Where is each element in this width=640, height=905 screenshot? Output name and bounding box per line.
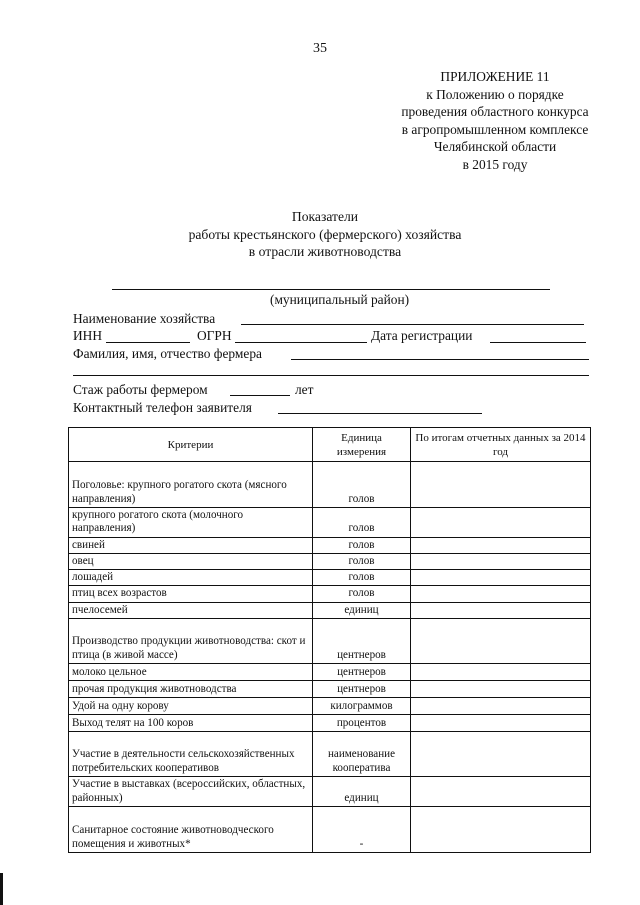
inn-field[interactable] bbox=[106, 342, 190, 343]
appendix-header bbox=[355, 68, 635, 174]
unit-cell: центнеров bbox=[313, 681, 411, 698]
result-cell[interactable] bbox=[411, 462, 591, 508]
result-cell[interactable] bbox=[411, 777, 591, 807]
criterion-cell: Удой на одну корову bbox=[69, 698, 313, 715]
registration-date-field[interactable] bbox=[490, 342, 586, 343]
unit-cell: процентов bbox=[313, 715, 411, 732]
table-row bbox=[69, 681, 591, 698]
result-cell[interactable] bbox=[411, 619, 591, 664]
appendix-line: проведения областного конкурса bbox=[401, 104, 589, 120]
unit-cell: голов bbox=[313, 553, 411, 569]
table-header-row bbox=[69, 428, 591, 462]
unit-cell: голов bbox=[313, 508, 411, 538]
experience-unit: лет bbox=[295, 382, 314, 397]
title-line: в отрасли животноводства bbox=[248, 244, 402, 260]
criterion-cell: птиц всех возрастов bbox=[69, 586, 313, 602]
unit-cell: килограммов bbox=[313, 698, 411, 715]
appendix-line: Челябинской области bbox=[433, 139, 557, 155]
result-cell[interactable] bbox=[411, 586, 591, 602]
page-number: 35 bbox=[313, 41, 327, 56]
unit-cell: наименование кооператива bbox=[313, 732, 411, 777]
result-cell[interactable] bbox=[411, 553, 591, 569]
result-cell[interactable] bbox=[411, 664, 591, 681]
inn-label: ИНН bbox=[73, 328, 103, 343]
unit-cell: голов bbox=[313, 586, 411, 602]
appendix-line: к Положению о порядке bbox=[426, 86, 564, 102]
results-header: По итогам отчетных данных за 2014 год bbox=[411, 428, 591, 462]
district-field-line[interactable] bbox=[112, 289, 550, 290]
experience-field[interactable] bbox=[230, 395, 290, 396]
table-row bbox=[69, 602, 591, 618]
registration-date-label: Дата регистрации bbox=[371, 328, 473, 343]
phone-label: Контактный телефон заявителя bbox=[73, 400, 252, 415]
criterion-cell: Санитарное состояние животноводческого помещения и животных* bbox=[69, 807, 313, 853]
appendix-line: в 2015 году bbox=[462, 156, 528, 172]
farmer-name-field[interactable] bbox=[291, 359, 589, 360]
scan-edge-mark bbox=[0, 873, 3, 905]
result-cell[interactable] bbox=[411, 602, 591, 618]
criterion-cell: Выход телят на 100 коров bbox=[69, 715, 313, 732]
district-caption: (муниципальный район) bbox=[270, 292, 410, 307]
criterion-cell: овец bbox=[69, 553, 313, 569]
title-line: работы крестьянского (фермерского) хозяйства bbox=[188, 226, 462, 242]
table-row bbox=[69, 664, 591, 681]
criterion-cell: лошадей bbox=[69, 570, 313, 586]
result-cell[interactable] bbox=[411, 681, 591, 698]
table-row bbox=[69, 777, 591, 807]
table-row bbox=[69, 570, 591, 586]
criteria-header: Критерии bbox=[69, 428, 313, 462]
table-row bbox=[69, 732, 591, 777]
result-cell[interactable] bbox=[411, 698, 591, 715]
ogrn-label: ОГРН bbox=[197, 328, 232, 343]
table-row bbox=[69, 619, 591, 664]
appendix-line: в агропромышленном комплексе bbox=[401, 121, 589, 137]
farm-name-label: Наименование хозяйства bbox=[73, 311, 216, 326]
result-cell[interactable] bbox=[411, 732, 591, 777]
table-row bbox=[69, 715, 591, 732]
criterion-cell: молоко цельное bbox=[69, 664, 313, 681]
experience-label: Стаж работы фермером bbox=[73, 382, 208, 397]
farmer-name-field-continued[interactable] bbox=[73, 375, 589, 376]
document-title bbox=[0, 208, 640, 261]
criteria-table bbox=[68, 427, 591, 853]
criterion-cell: свиней bbox=[69, 537, 313, 553]
table-row bbox=[69, 698, 591, 715]
criterion-cell: Производство продукции животноводства: скот и птица (в живой массе) bbox=[69, 619, 313, 664]
farmer-name-label: Фамилия, имя, отчество фермера bbox=[73, 346, 262, 361]
title-line: Показатели bbox=[291, 209, 359, 224]
result-cell[interactable] bbox=[411, 537, 591, 553]
criterion-cell: крупного рогатого скота (молочного направления) bbox=[69, 508, 313, 538]
appendix-line: ПРИЛОЖЕНИЕ 11 bbox=[440, 69, 550, 84]
ogrn-field[interactable] bbox=[235, 342, 367, 343]
table-row bbox=[69, 586, 591, 602]
farm-name-field[interactable] bbox=[241, 324, 584, 325]
criterion-cell: Участие в выставках (всероссийских, областных, районных) bbox=[69, 777, 313, 807]
criterion-cell: пчелосемей bbox=[69, 602, 313, 618]
unit-cell: центнеров bbox=[313, 619, 411, 664]
table-row bbox=[69, 508, 591, 538]
criterion-cell: Поголовье: крупного рогатого скота (мясного направления) bbox=[69, 462, 313, 508]
table-row bbox=[69, 537, 591, 553]
table-row bbox=[69, 807, 591, 853]
unit-cell: - bbox=[313, 807, 411, 853]
result-cell[interactable] bbox=[411, 807, 591, 853]
unit-cell: голов bbox=[313, 570, 411, 586]
criterion-cell: Участие в деятельности сельскохозяйственных потребительских кооперативов bbox=[69, 732, 313, 777]
phone-field[interactable] bbox=[278, 413, 482, 414]
unit-cell: голов bbox=[313, 462, 411, 508]
result-cell[interactable] bbox=[411, 715, 591, 732]
unit-header: Единица измерения bbox=[313, 428, 411, 462]
result-cell[interactable] bbox=[411, 508, 591, 538]
criterion-cell: прочая продукция животноводства bbox=[69, 681, 313, 698]
table-row bbox=[69, 553, 591, 569]
unit-cell: центнеров bbox=[313, 664, 411, 681]
result-cell[interactable] bbox=[411, 570, 591, 586]
unit-cell: голов bbox=[313, 537, 411, 553]
unit-cell: единиц bbox=[313, 777, 411, 807]
table-row bbox=[69, 462, 591, 508]
unit-cell: единиц bbox=[313, 602, 411, 618]
